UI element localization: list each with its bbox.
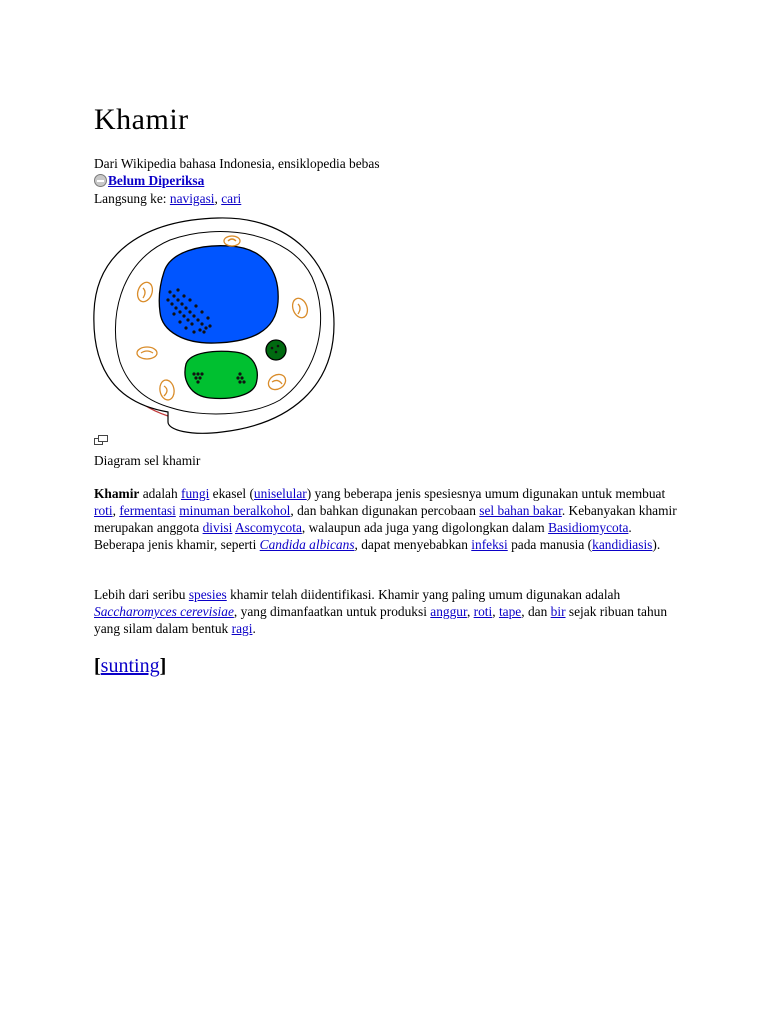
link-fungi[interactable]: fungi <box>181 486 210 501</box>
enlarge-icon[interactable] <box>94 435 108 445</box>
nucleus <box>159 246 278 343</box>
figure-caption: Diagram sel khamir <box>94 453 201 468</box>
text: , dan bahkan digunakan percobaan <box>290 503 480 518</box>
bracket-close: ] <box>159 655 167 677</box>
link-minuman-beralkohol[interactable]: minuman beralkohol <box>179 503 291 518</box>
text: , dan <box>521 604 551 619</box>
text: adalah <box>139 486 182 501</box>
vacuole <box>185 351 257 398</box>
jump-nav-link[interactable]: navigasi <box>169 191 215 206</box>
paragraph-intro <box>94 485 684 553</box>
jump-search-link[interactable]: cari <box>221 191 242 206</box>
link-roti[interactable]: roti <box>94 503 113 518</box>
bracket-open: [ <box>94 655 101 677</box>
link-fermentasi[interactable]: fermentasi <box>119 503 176 518</box>
paragraph-species <box>94 586 684 637</box>
link-divisi[interactable]: divisi <box>202 520 233 535</box>
text: . <box>252 621 256 636</box>
text: , yang dimanfaatkan untuk produksi <box>233 604 431 619</box>
text: , walaupun ada juga yang digolongkan dalam <box>301 520 549 535</box>
link-bir[interactable]: bir <box>550 604 566 619</box>
link-ragi[interactable]: ragi <box>231 621 253 636</box>
link-sel-bahan-bakar[interactable]: sel bahan bakar <box>479 503 562 518</box>
page-title: Khamir <box>94 103 189 136</box>
text: , dapat menyebabkan <box>354 537 472 552</box>
link-roti-2[interactable]: roti <box>473 604 493 619</box>
organelle-dark <box>266 340 286 360</box>
jump-links <box>94 190 241 207</box>
text: . Kebanyakan khamir merupakan anggota <box>94 503 677 535</box>
text: ). <box>652 537 661 552</box>
link-basidiomycota[interactable]: Basidiomycota <box>548 520 629 535</box>
term-khamir: Khamir <box>94 486 140 501</box>
link-uniselular[interactable]: uniselular <box>253 486 307 501</box>
link-saccharomyces[interactable] <box>94 604 234 619</box>
text: sejak ribuan tahun yang silam dalam bentuk <box>94 604 668 636</box>
italic-text: Saccharomyces cerevisiae <box>94 604 234 619</box>
link-infeksi[interactable]: infeksi <box>471 537 508 552</box>
link-spesies[interactable]: spesies <box>188 587 227 602</box>
text: pada manusia ( <box>507 537 593 552</box>
link-kandidiasis[interactable]: kandidiasis <box>592 537 653 552</box>
text: , <box>466 604 474 619</box>
site-subtitle: Dari Wikipedia bahasa Indonesia, ensiklopedia bebas <box>94 156 380 171</box>
review-status <box>94 172 204 189</box>
link-anggur[interactable]: anggur <box>430 604 467 619</box>
yeast-cell-diagram[interactable] <box>90 212 340 438</box>
italic-text: Candida albicans <box>259 537 355 552</box>
link-tape[interactable]: tape <box>498 604 522 619</box>
link-candida-albicans[interactable] <box>260 537 355 552</box>
text: , <box>112 503 120 518</box>
text: ) yang beberapa jenis spesiesnya umum digunakan untuk membuat <box>306 486 666 501</box>
jump-prefix: Langsung ke: <box>94 191 170 206</box>
review-status-link[interactable]: Belum Diperiksa <box>108 173 205 188</box>
text: . Beberapa jenis khamir, seperti <box>94 520 632 552</box>
edit-section-link[interactable]: sunting <box>100 655 160 677</box>
jump-sep: , <box>214 191 222 206</box>
text: ekasel ( <box>209 486 254 501</box>
unchecked-icon <box>94 174 107 187</box>
section-edit-heading <box>94 653 166 679</box>
text: , <box>492 604 499 619</box>
text: khamir telah diidentifikasi. Khamir yang paling umum digunakan adalah <box>226 587 621 602</box>
text: Lebih dari seribu <box>94 587 189 602</box>
link-ascomycota[interactable]: Ascomycota <box>234 520 302 535</box>
